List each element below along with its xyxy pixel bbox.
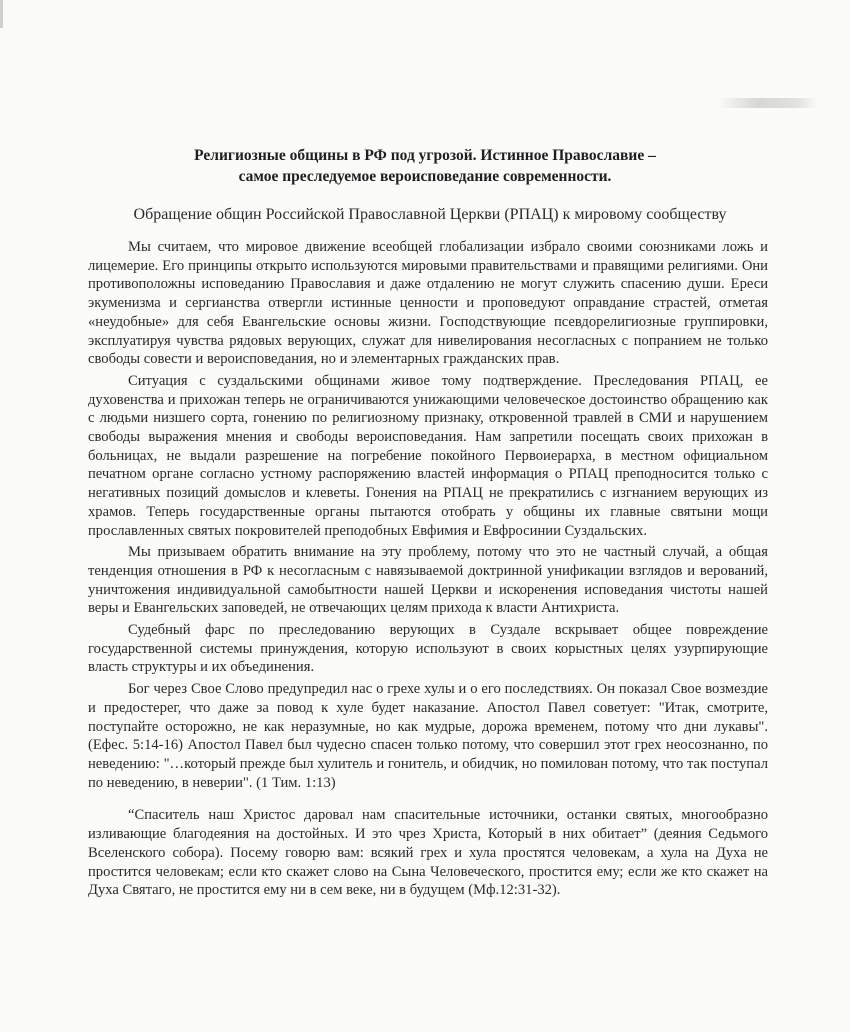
faded-stamp-mark	[718, 98, 818, 108]
paragraph-6: “Спаситель наш Христос даровал нам спасительные источники, останки святых, многообразно изливающие благодеяния на достойных. И это чрез Христа, Который в них обитает” (деяния Седьмого Вселенского собора). Посему говорю вам: всякий грех и хула простятся человекам, а хула на Духа не простится человекам; если кто скажет слово на Сына Человеческого, простится ему; если же кто скажет на Духа Святаго, не простится ему ни в сем веке, ни в будущем (Мф.12:31-32).	[88, 807, 768, 899]
paragraph-1: Мы считаем, что мировое движение всеобщей глобализации избрало своими союзниками ложь и лицемерие. Его принципы открыто используются мировыми правительствами и правящими религиями. Они противоположны исповеданию Православия и даже отдалению не могут служить спасению души. Ереси экуменизма и сергианства отвергли истинные ценности и проповедуют оправдание страстей, отметая «неудобные» для себя Евангельские основы жизни. Господствующие псевдорелигиозные группировки, эксплуатируя чувства рядовых верующих, служат для нивелирования несогласных с попранием не только свободы совести и вероисповедания, но и элементарных гражданских прав.	[88, 239, 768, 368]
document-title	[120, 145, 730, 187]
paragraph-4: Судебный фарс по преследованию верующих в Суздале вскрывает общее повреждение государственной системы принуждения, которую используют в своих корыстных целях узурпирующие власть структуры и их объединения.	[88, 622, 768, 676]
document-subtitle: Обращение общин Российской Православной Церкви (РПАЦ) к мировому сообществу	[133, 206, 727, 223]
document-body	[88, 238, 768, 900]
paragraph-2: Ситуация с суздальскими общинами живое тому подтверждение. Преследования РПАЦ, ее духовенства и прихожан теперь не ограничиваются унижающими человеческое достоинство обращению как с людьми низшего сорта, гонению по религиозному признаку, откровенной травлей в СМИ и нарушением свободы выражения мнения и свободы вероисповедания. Нам запретили посещать своих прихожан в больницах, не выдали разрешение на погребение покойного Первоиерарха, в местном официальном печатном органе согласно устному распоряжению властей информация о РПАЦ преподносится только с негативных позиций домыслов и клеветы. Гонения на РПАЦ не прекратились с изгнанием верующих из храмов. Теперь государственные органы пытаются отобрать у общины их главные святыни мощи прославленных святых покровителей преподобных Евфимия и Евфросинии Суздальских.	[88, 372, 768, 539]
title-line-1: Религиозные общины в РФ под угрозой. Истинное Православие –	[194, 147, 656, 164]
paragraph-5: Бог через Свое Слово предупредил нас о грехе хулы и о его последствиях. Он показал Свое возмездие и предостерег, что даже за повод к хуле будет наказание. Апостол Павел советует: "Итак, смотрите, поступайте осторожно, не как неразумные, но как мудрые, дорожа временем, потому что дни лукавы". (Ефес. 5:14-16) Апостол Павел был чудесно спасен только потому, что совершил этот грех неосознанно, по неведению: "…который прежде был хулитель и гонитель, и обидчик, но помилован потому, что так поступал по неведению, в неверии". (1 Тим. 1:13)	[88, 681, 768, 791]
title-line-2: самое преследуемое вероисповедание современности.	[238, 168, 612, 185]
scan-edge-mark	[0, 0, 3, 28]
paragraph-3: Мы призываем обратить внимание на эту проблему, потому что это не частный случай, а общая тенденция отношения в РФ к несогласным с навязываемой доктринной унификации взглядов и верований, уничтожения индивидуальной самобытности нашей Церкви и искоренения исповедания чистоты нашей веры и Евангельских заповедей, не отвечающих целям прихода к власти Антихриста.	[88, 544, 768, 617]
